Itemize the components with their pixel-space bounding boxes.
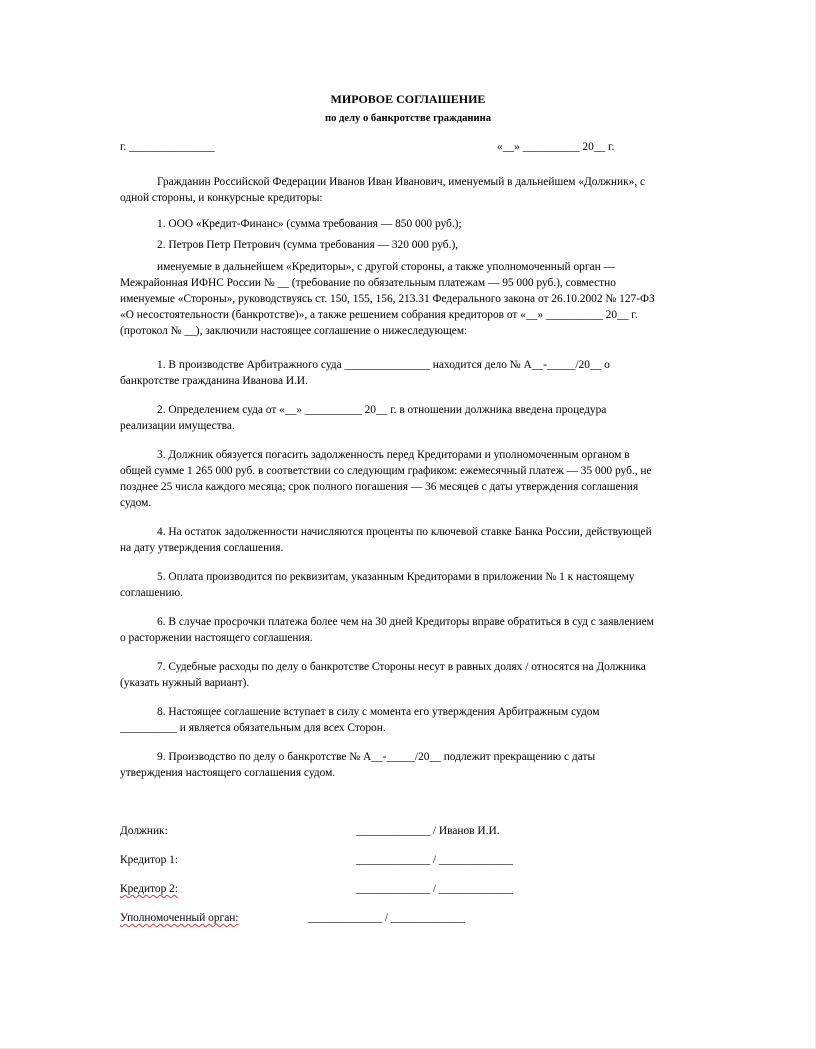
clause-line: (указать нужный вариант). (120, 677, 250, 689)
clause-line: позднее 25 числа каждого месяца; срок полного погашения — 36 месяцев с даты утверждения соглашения (120, 481, 639, 493)
signature-line-creditor-2: _____________ / _____________ (356, 883, 513, 895)
clause-line: 2. Определением суда от «__» __________ 20__ г. в отношении должника введена процедура (120, 404, 607, 416)
document-title: МИРОВОЕ СОГЛАШЕНИЕ (330, 92, 486, 106)
city-field: г. _______________ (120, 141, 215, 153)
preamble-line: именуемые «Стороны», руководствуясь ст. 150, 155, 156, 213.31 Федерального закона от 26.10.2002 № 127-ФЗ (120, 293, 655, 305)
clause-line: 1. В производстве Арбитражного суда _______________ находится дело № А__-_____/20__ о (120, 359, 610, 371)
clause-line: судом. (120, 497, 152, 509)
clause-line: о расторжении настоящего соглашения. (120, 632, 313, 644)
clause-line: утверждения настоящего соглашения судом. (120, 767, 336, 779)
clause-line: 9. Производство по делу о банкротстве № А__-_____/20__ подлежит прекращению с даты (120, 751, 596, 763)
date-field: «__» __________ 20__ г. (497, 141, 615, 153)
creditor-item: 2. Петров Петр Петрович (сумма требования — 320 000 руб.), (120, 239, 459, 251)
signature-label-authority: Уполномоченный орган: (120, 912, 239, 924)
clause-line: 8. Настоящее соглашение вступает в силу с момента его утверждения Арбитражным судом (120, 706, 600, 718)
creditor-item: 1. ООО «Кредит-Финанс» (сумма требования — 850 000 руб.); (120, 218, 462, 230)
preamble-line: именуемые в дальнейшем «Кредиторы», с другой стороны, а также уполномоченный орган — (120, 261, 615, 273)
signature-label-debtor: Должник: (120, 825, 168, 837)
clause-line: 7. Судебные расходы по делу о банкротстве Стороны несут в равных долях / относятся на Должника (120, 661, 646, 673)
signature-line-creditor-1: _____________ / _____________ (356, 854, 513, 866)
preamble-line: «О несостоятельности (банкротстве)», а также решением собрания кредиторов от «__» __________ 20__ г. (120, 309, 638, 321)
clause-line: соглашению. (120, 587, 183, 599)
clause-line: 3. Должник обязуется погасить задолженность перед Кредиторами и уполномоченным органом в (120, 449, 630, 461)
clause-line: реализации имущества. (120, 420, 235, 432)
signature-label-creditor-2: Кредитор 2: (120, 883, 179, 895)
clause-line: __________ и является обязательным для всех Сторон. (120, 722, 386, 734)
clause-line: 6. В случае просрочки платежа более чем на 30 дней Кредиторы вправе обратиться в суд с заявлением (120, 616, 654, 628)
preamble-line: Гражданин Российской Федерации Иванов Иван Иванович, именуемый в дальнейшем «Должник», с (120, 176, 646, 188)
clause-line: на дату утверждения соглашения. (120, 542, 284, 554)
preamble-line: одной стороны, и конкурсные кредиторы: (120, 192, 323, 204)
clause-line: банкротстве гражданина Иванова И.И. (120, 375, 309, 387)
signature-line-authority: _____________ / _____________ (308, 912, 465, 924)
document-subtitle: по делу о банкротстве гражданина (324, 113, 492, 124)
clause-line: общей сумме 1 265 000 руб. в соответствии со следующим графиком: ежемесячный платеж — 35 000 руб., не (120, 465, 652, 477)
preamble-line: Межрайонная ИФНС России № __ (требование по обязательным платежам — 95 000 руб.), совместно (120, 277, 616, 289)
signature-line-debtor: _____________ / Иванов И.И. (356, 825, 500, 837)
signature-label-creditor-1: Кредитор 1: (120, 854, 179, 866)
preamble-line: (протокол № __), заключили настоящее соглашение о нижеследующем: (120, 325, 468, 337)
clause-line: 4. На остаток задолженности начисляются проценты по ключевой ставке Банка России, действующей (120, 526, 652, 538)
clause-line: 5. Оплата производится по реквизитам, указанным Кредиторами в приложении № 1 к настоящему (120, 571, 635, 583)
